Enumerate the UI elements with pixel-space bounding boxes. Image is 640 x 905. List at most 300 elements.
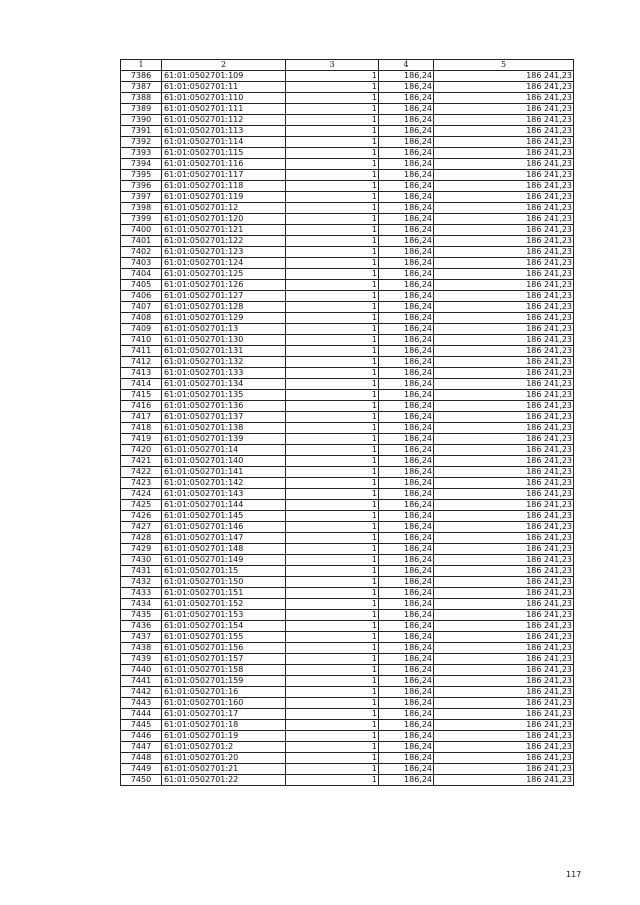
- area-cell: 186,24: [379, 390, 434, 401]
- area-cell: 186,24: [379, 104, 434, 115]
- table-row: [121, 335, 574, 346]
- row-number-cell: 7400: [121, 225, 162, 236]
- area-cell: 186,24: [379, 324, 434, 335]
- quantity-cell: 1: [286, 412, 379, 423]
- value-cell: 186 241,23: [434, 225, 574, 236]
- value-cell: 186 241,23: [434, 489, 574, 500]
- quantity-cell: 1: [286, 247, 379, 258]
- table-row: [121, 192, 574, 203]
- cadastral-number-cell: 61:01:0502701:145: [162, 511, 286, 522]
- row-number-cell: 7414: [121, 379, 162, 390]
- area-cell: 186,24: [379, 203, 434, 214]
- value-cell: 186 241,23: [434, 456, 574, 467]
- row-number-cell: 7394: [121, 159, 162, 170]
- row-number-cell: 7390: [121, 115, 162, 126]
- cadastral-number-cell: 61:01:0502701:130: [162, 335, 286, 346]
- quantity-cell: 1: [286, 379, 379, 390]
- cadastral-number-cell: 61:01:0502701:2: [162, 742, 286, 753]
- value-cell: 186 241,23: [434, 764, 574, 775]
- value-cell: 186 241,23: [434, 544, 574, 555]
- cadastral-number-cell: 61:01:0502701:133: [162, 368, 286, 379]
- column-header-5: 5: [434, 60, 574, 71]
- table-row: [121, 643, 574, 654]
- quantity-cell: 1: [286, 687, 379, 698]
- quantity-cell: 1: [286, 753, 379, 764]
- cadastral-number-cell: 61:01:0502701:116: [162, 159, 286, 170]
- area-cell: 186,24: [379, 291, 434, 302]
- cadastral-number-cell: 61:01:0502701:14: [162, 445, 286, 456]
- value-cell: 186 241,23: [434, 181, 574, 192]
- quantity-cell: 1: [286, 709, 379, 720]
- value-cell: 186 241,23: [434, 236, 574, 247]
- row-number-cell: 7392: [121, 137, 162, 148]
- quantity-cell: 1: [286, 731, 379, 742]
- area-cell: 186,24: [379, 599, 434, 610]
- quantity-cell: 1: [286, 159, 379, 170]
- cadastral-number-cell: 61:01:0502701:129: [162, 313, 286, 324]
- area-cell: 186,24: [379, 445, 434, 456]
- row-number-cell: 7437: [121, 632, 162, 643]
- cadastral-number-cell: 61:01:0502701:152: [162, 599, 286, 610]
- cadastral-number-cell: 61:01:0502701:114: [162, 137, 286, 148]
- quantity-cell: 1: [286, 533, 379, 544]
- table-row: [121, 313, 574, 324]
- row-number-cell: 7410: [121, 335, 162, 346]
- quantity-cell: 1: [286, 313, 379, 324]
- area-cell: 186,24: [379, 170, 434, 181]
- table-row: [121, 247, 574, 258]
- quantity-cell: 1: [286, 269, 379, 280]
- table-row: [121, 148, 574, 159]
- area-cell: 186,24: [379, 192, 434, 203]
- row-number-cell: 7434: [121, 599, 162, 610]
- table-row: [121, 401, 574, 412]
- area-cell: 186,24: [379, 82, 434, 93]
- row-number-cell: 7405: [121, 280, 162, 291]
- row-number-cell: 7416: [121, 401, 162, 412]
- quantity-cell: 1: [286, 632, 379, 643]
- quantity-cell: 1: [286, 456, 379, 467]
- value-cell: 186 241,23: [434, 478, 574, 489]
- cadastral-number-cell: 61:01:0502701:19: [162, 731, 286, 742]
- table-row: [121, 621, 574, 632]
- value-cell: 186 241,23: [434, 368, 574, 379]
- table-row: [121, 566, 574, 577]
- table-row: [121, 610, 574, 621]
- value-cell: 186 241,23: [434, 137, 574, 148]
- quantity-cell: 1: [286, 203, 379, 214]
- table-row: [121, 456, 574, 467]
- table-row: [121, 225, 574, 236]
- quantity-cell: 1: [286, 555, 379, 566]
- row-number-cell: 7407: [121, 302, 162, 313]
- quantity-cell: 1: [286, 445, 379, 456]
- value-cell: 186 241,23: [434, 676, 574, 687]
- value-cell: 186 241,23: [434, 445, 574, 456]
- value-cell: 186 241,23: [434, 159, 574, 170]
- value-cell: 186 241,23: [434, 313, 574, 324]
- cadastral-number-cell: 61:01:0502701:126: [162, 280, 286, 291]
- quantity-cell: 1: [286, 225, 379, 236]
- table-row: [121, 93, 574, 104]
- cadastral-number-cell: 61:01:0502701:156: [162, 643, 286, 654]
- quantity-cell: 1: [286, 401, 379, 412]
- area-cell: 186,24: [379, 610, 434, 621]
- table-row: [121, 170, 574, 181]
- area-cell: 186,24: [379, 225, 434, 236]
- value-cell: 186 241,23: [434, 720, 574, 731]
- value-cell: 186 241,23: [434, 742, 574, 753]
- table-row: [121, 236, 574, 247]
- table-row: [121, 489, 574, 500]
- area-cell: 186,24: [379, 258, 434, 269]
- row-number-cell: 7439: [121, 654, 162, 665]
- row-number-cell: 7446: [121, 731, 162, 742]
- value-cell: 186 241,23: [434, 214, 574, 225]
- area-cell: 186,24: [379, 280, 434, 291]
- row-number-cell: 7438: [121, 643, 162, 654]
- table-row: [121, 709, 574, 720]
- table-row: [121, 522, 574, 533]
- table-row: [121, 423, 574, 434]
- quantity-cell: 1: [286, 566, 379, 577]
- row-number-cell: 7418: [121, 423, 162, 434]
- row-number-cell: 7401: [121, 236, 162, 247]
- table-row: [121, 588, 574, 599]
- row-number-cell: 7432: [121, 577, 162, 588]
- quantity-cell: 1: [286, 236, 379, 247]
- quantity-cell: 1: [286, 467, 379, 478]
- cadastral-number-cell: 61:01:0502701:160: [162, 698, 286, 709]
- cadastral-number-cell: 61:01:0502701:136: [162, 401, 286, 412]
- value-cell: 186 241,23: [434, 522, 574, 533]
- row-number-cell: 7441: [121, 676, 162, 687]
- area-cell: 186,24: [379, 522, 434, 533]
- quantity-cell: 1: [286, 280, 379, 291]
- value-cell: 186 241,23: [434, 599, 574, 610]
- cadastral-number-cell: 61:01:0502701:158: [162, 665, 286, 676]
- value-cell: 186 241,23: [434, 269, 574, 280]
- cadastral-number-cell: 61:01:0502701:148: [162, 544, 286, 555]
- area-cell: 186,24: [379, 500, 434, 511]
- table-row: [121, 346, 574, 357]
- quantity-cell: 1: [286, 599, 379, 610]
- quantity-cell: 1: [286, 720, 379, 731]
- row-number-cell: 7397: [121, 192, 162, 203]
- row-number-cell: 7399: [121, 214, 162, 225]
- area-cell: 186,24: [379, 302, 434, 313]
- quantity-cell: 1: [286, 577, 379, 588]
- value-cell: 186 241,23: [434, 621, 574, 632]
- table-row: [121, 478, 574, 489]
- row-number-cell: 7429: [121, 544, 162, 555]
- row-number-cell: 7398: [121, 203, 162, 214]
- cadastral-number-cell: 61:01:0502701:143: [162, 489, 286, 500]
- row-number-cell: 7444: [121, 709, 162, 720]
- cadastral-number-cell: 61:01:0502701:135: [162, 390, 286, 401]
- quantity-cell: 1: [286, 357, 379, 368]
- quantity-cell: 1: [286, 665, 379, 676]
- row-number-cell: 7450: [121, 775, 162, 786]
- cadastral-number-cell: 61:01:0502701:113: [162, 126, 286, 137]
- area-cell: 186,24: [379, 357, 434, 368]
- cadastral-number-cell: 61:01:0502701:127: [162, 291, 286, 302]
- cadastral-number-cell: 61:01:0502701:12: [162, 203, 286, 214]
- quantity-cell: 1: [286, 676, 379, 687]
- cadastral-number-cell: 61:01:0502701:119: [162, 192, 286, 203]
- row-number-cell: 7412: [121, 357, 162, 368]
- table-row: [121, 753, 574, 764]
- row-number-cell: 7396: [121, 181, 162, 192]
- cadastral-number-cell: 61:01:0502701:125: [162, 269, 286, 280]
- value-cell: 186 241,23: [434, 588, 574, 599]
- table-row: [121, 720, 574, 731]
- value-cell: 186 241,23: [434, 390, 574, 401]
- value-cell: 186 241,23: [434, 302, 574, 313]
- area-cell: 186,24: [379, 764, 434, 775]
- value-cell: 186 241,23: [434, 731, 574, 742]
- value-cell: 186 241,23: [434, 104, 574, 115]
- area-cell: 186,24: [379, 456, 434, 467]
- area-cell: 186,24: [379, 665, 434, 676]
- area-cell: 186,24: [379, 577, 434, 588]
- quantity-cell: 1: [286, 126, 379, 137]
- quantity-cell: 1: [286, 522, 379, 533]
- value-cell: 186 241,23: [434, 423, 574, 434]
- row-number-cell: 7417: [121, 412, 162, 423]
- cadastral-number-cell: 61:01:0502701:128: [162, 302, 286, 313]
- area-cell: 186,24: [379, 247, 434, 258]
- area-cell: 186,24: [379, 654, 434, 665]
- value-cell: 186 241,23: [434, 412, 574, 423]
- quantity-cell: 1: [286, 423, 379, 434]
- quantity-cell: 1: [286, 511, 379, 522]
- table-row: [121, 137, 574, 148]
- area-cell: 186,24: [379, 335, 434, 346]
- quantity-cell: 1: [286, 104, 379, 115]
- value-cell: 186 241,23: [434, 247, 574, 258]
- header-row: [121, 60, 574, 71]
- table-row: [121, 544, 574, 555]
- table-row: [121, 599, 574, 610]
- table-body: [121, 71, 574, 786]
- table-row: [121, 577, 574, 588]
- row-number-cell: 7391: [121, 126, 162, 137]
- table-row: [121, 368, 574, 379]
- row-number-cell: 7427: [121, 522, 162, 533]
- area-cell: 186,24: [379, 313, 434, 324]
- cadastral-number-cell: 61:01:0502701:132: [162, 357, 286, 368]
- area-cell: 186,24: [379, 566, 434, 577]
- value-cell: 186 241,23: [434, 753, 574, 764]
- table-row: [121, 324, 574, 335]
- row-number-cell: 7389: [121, 104, 162, 115]
- area-cell: 186,24: [379, 181, 434, 192]
- value-cell: 186 241,23: [434, 566, 574, 577]
- data-table: [120, 59, 574, 786]
- cadastral-number-cell: 61:01:0502701:140: [162, 456, 286, 467]
- area-cell: 186,24: [379, 412, 434, 423]
- column-header-2: 2: [162, 60, 286, 71]
- value-cell: 186 241,23: [434, 115, 574, 126]
- area-cell: 186,24: [379, 632, 434, 643]
- table-row: [121, 214, 574, 225]
- cadastral-number-cell: 61:01:0502701:18: [162, 720, 286, 731]
- cadastral-number-cell: 61:01:0502701:111: [162, 104, 286, 115]
- quantity-cell: 1: [286, 148, 379, 159]
- quantity-cell: 1: [286, 291, 379, 302]
- row-number-cell: 7428: [121, 533, 162, 544]
- document-page: [120, 59, 573, 786]
- area-cell: 186,24: [379, 159, 434, 170]
- area-cell: 186,24: [379, 269, 434, 280]
- cadastral-number-cell: 61:01:0502701:118: [162, 181, 286, 192]
- table-row: [121, 698, 574, 709]
- area-cell: 186,24: [379, 555, 434, 566]
- area-cell: 186,24: [379, 379, 434, 390]
- cadastral-number-cell: 61:01:0502701:15: [162, 566, 286, 577]
- cadastral-number-cell: 61:01:0502701:110: [162, 93, 286, 104]
- value-cell: 186 241,23: [434, 643, 574, 654]
- value-cell: 186 241,23: [434, 467, 574, 478]
- row-number-cell: 7430: [121, 555, 162, 566]
- area-cell: 186,24: [379, 137, 434, 148]
- area-cell: 186,24: [379, 731, 434, 742]
- area-cell: 186,24: [379, 533, 434, 544]
- area-cell: 186,24: [379, 401, 434, 412]
- quantity-cell: 1: [286, 324, 379, 335]
- table-row: [121, 379, 574, 390]
- area-cell: 186,24: [379, 753, 434, 764]
- quantity-cell: 1: [286, 610, 379, 621]
- row-number-cell: 7435: [121, 610, 162, 621]
- cadastral-number-cell: 61:01:0502701:20: [162, 753, 286, 764]
- table-row: [121, 302, 574, 313]
- area-cell: 186,24: [379, 71, 434, 82]
- value-cell: 186 241,23: [434, 434, 574, 445]
- cadastral-number-cell: 61:01:0502701:11: [162, 82, 286, 93]
- value-cell: 186 241,23: [434, 555, 574, 566]
- quantity-cell: 1: [286, 181, 379, 192]
- quantity-cell: 1: [286, 742, 379, 753]
- quantity-cell: 1: [286, 434, 379, 445]
- value-cell: 186 241,23: [434, 82, 574, 93]
- cadastral-number-cell: 61:01:0502701:146: [162, 522, 286, 533]
- table-row: [121, 82, 574, 93]
- value-cell: 186 241,23: [434, 665, 574, 676]
- table-row: [121, 126, 574, 137]
- cadastral-number-cell: 61:01:0502701:17: [162, 709, 286, 720]
- cadastral-number-cell: 61:01:0502701:22: [162, 775, 286, 786]
- value-cell: 186 241,23: [434, 126, 574, 137]
- row-number-cell: 7409: [121, 324, 162, 335]
- value-cell: 186 241,23: [434, 577, 574, 588]
- quantity-cell: 1: [286, 192, 379, 203]
- table-row: [121, 445, 574, 456]
- row-number-cell: 7421: [121, 456, 162, 467]
- area-cell: 186,24: [379, 511, 434, 522]
- value-cell: 186 241,23: [434, 654, 574, 665]
- row-number-cell: 7447: [121, 742, 162, 753]
- table-row: [121, 467, 574, 478]
- row-number-cell: 7386: [121, 71, 162, 82]
- table-row: [121, 764, 574, 775]
- cadastral-number-cell: 61:01:0502701:131: [162, 346, 286, 357]
- value-cell: 186 241,23: [434, 687, 574, 698]
- quantity-cell: 1: [286, 588, 379, 599]
- cadastral-number-cell: 61:01:0502701:153: [162, 610, 286, 621]
- cadastral-number-cell: 61:01:0502701:154: [162, 621, 286, 632]
- area-cell: 186,24: [379, 346, 434, 357]
- row-number-cell: 7436: [121, 621, 162, 632]
- cadastral-number-cell: 61:01:0502701:150: [162, 577, 286, 588]
- row-number-cell: 7424: [121, 489, 162, 500]
- cadastral-number-cell: 61:01:0502701:120: [162, 214, 286, 225]
- row-number-cell: 7433: [121, 588, 162, 599]
- area-cell: 186,24: [379, 643, 434, 654]
- table-row: [121, 434, 574, 445]
- value-cell: 186 241,23: [434, 93, 574, 104]
- cadastral-number-cell: 61:01:0502701:122: [162, 236, 286, 247]
- quantity-cell: 1: [286, 478, 379, 489]
- row-number-cell: 7395: [121, 170, 162, 181]
- area-cell: 186,24: [379, 434, 434, 445]
- cadastral-number-cell: 61:01:0502701:117: [162, 170, 286, 181]
- quantity-cell: 1: [286, 500, 379, 511]
- table-row: [121, 742, 574, 753]
- area-cell: 186,24: [379, 467, 434, 478]
- area-cell: 186,24: [379, 93, 434, 104]
- cadastral-number-cell: 61:01:0502701:21: [162, 764, 286, 775]
- cadastral-number-cell: 61:01:0502701:159: [162, 676, 286, 687]
- table-row: [121, 115, 574, 126]
- row-number-cell: 7408: [121, 313, 162, 324]
- value-cell: 186 241,23: [434, 357, 574, 368]
- table-row: [121, 533, 574, 544]
- table-row: [121, 390, 574, 401]
- cadastral-number-cell: 61:01:0502701:123: [162, 247, 286, 258]
- quantity-cell: 1: [286, 390, 379, 401]
- area-cell: 186,24: [379, 423, 434, 434]
- quantity-cell: 1: [286, 764, 379, 775]
- table-row: [121, 357, 574, 368]
- quantity-cell: 1: [286, 115, 379, 126]
- area-cell: 186,24: [379, 126, 434, 137]
- cadastral-number-cell: 61:01:0502701:138: [162, 423, 286, 434]
- row-number-cell: 7415: [121, 390, 162, 401]
- row-number-cell: 7420: [121, 445, 162, 456]
- quantity-cell: 1: [286, 544, 379, 555]
- quantity-cell: 1: [286, 335, 379, 346]
- cadastral-number-cell: 61:01:0502701:149: [162, 555, 286, 566]
- row-number-cell: 7403: [121, 258, 162, 269]
- quantity-cell: 1: [286, 170, 379, 181]
- row-number-cell: 7423: [121, 478, 162, 489]
- table-row: [121, 71, 574, 82]
- cadastral-number-cell: 61:01:0502701:121: [162, 225, 286, 236]
- value-cell: 186 241,23: [434, 280, 574, 291]
- area-cell: 186,24: [379, 621, 434, 632]
- quantity-cell: 1: [286, 93, 379, 104]
- quantity-cell: 1: [286, 368, 379, 379]
- table-row: [121, 412, 574, 423]
- row-number-cell: 7413: [121, 368, 162, 379]
- column-header-1: 1: [121, 60, 162, 71]
- value-cell: 186 241,23: [434, 511, 574, 522]
- value-cell: 186 241,23: [434, 324, 574, 335]
- quantity-cell: 1: [286, 71, 379, 82]
- value-cell: 186 241,23: [434, 401, 574, 412]
